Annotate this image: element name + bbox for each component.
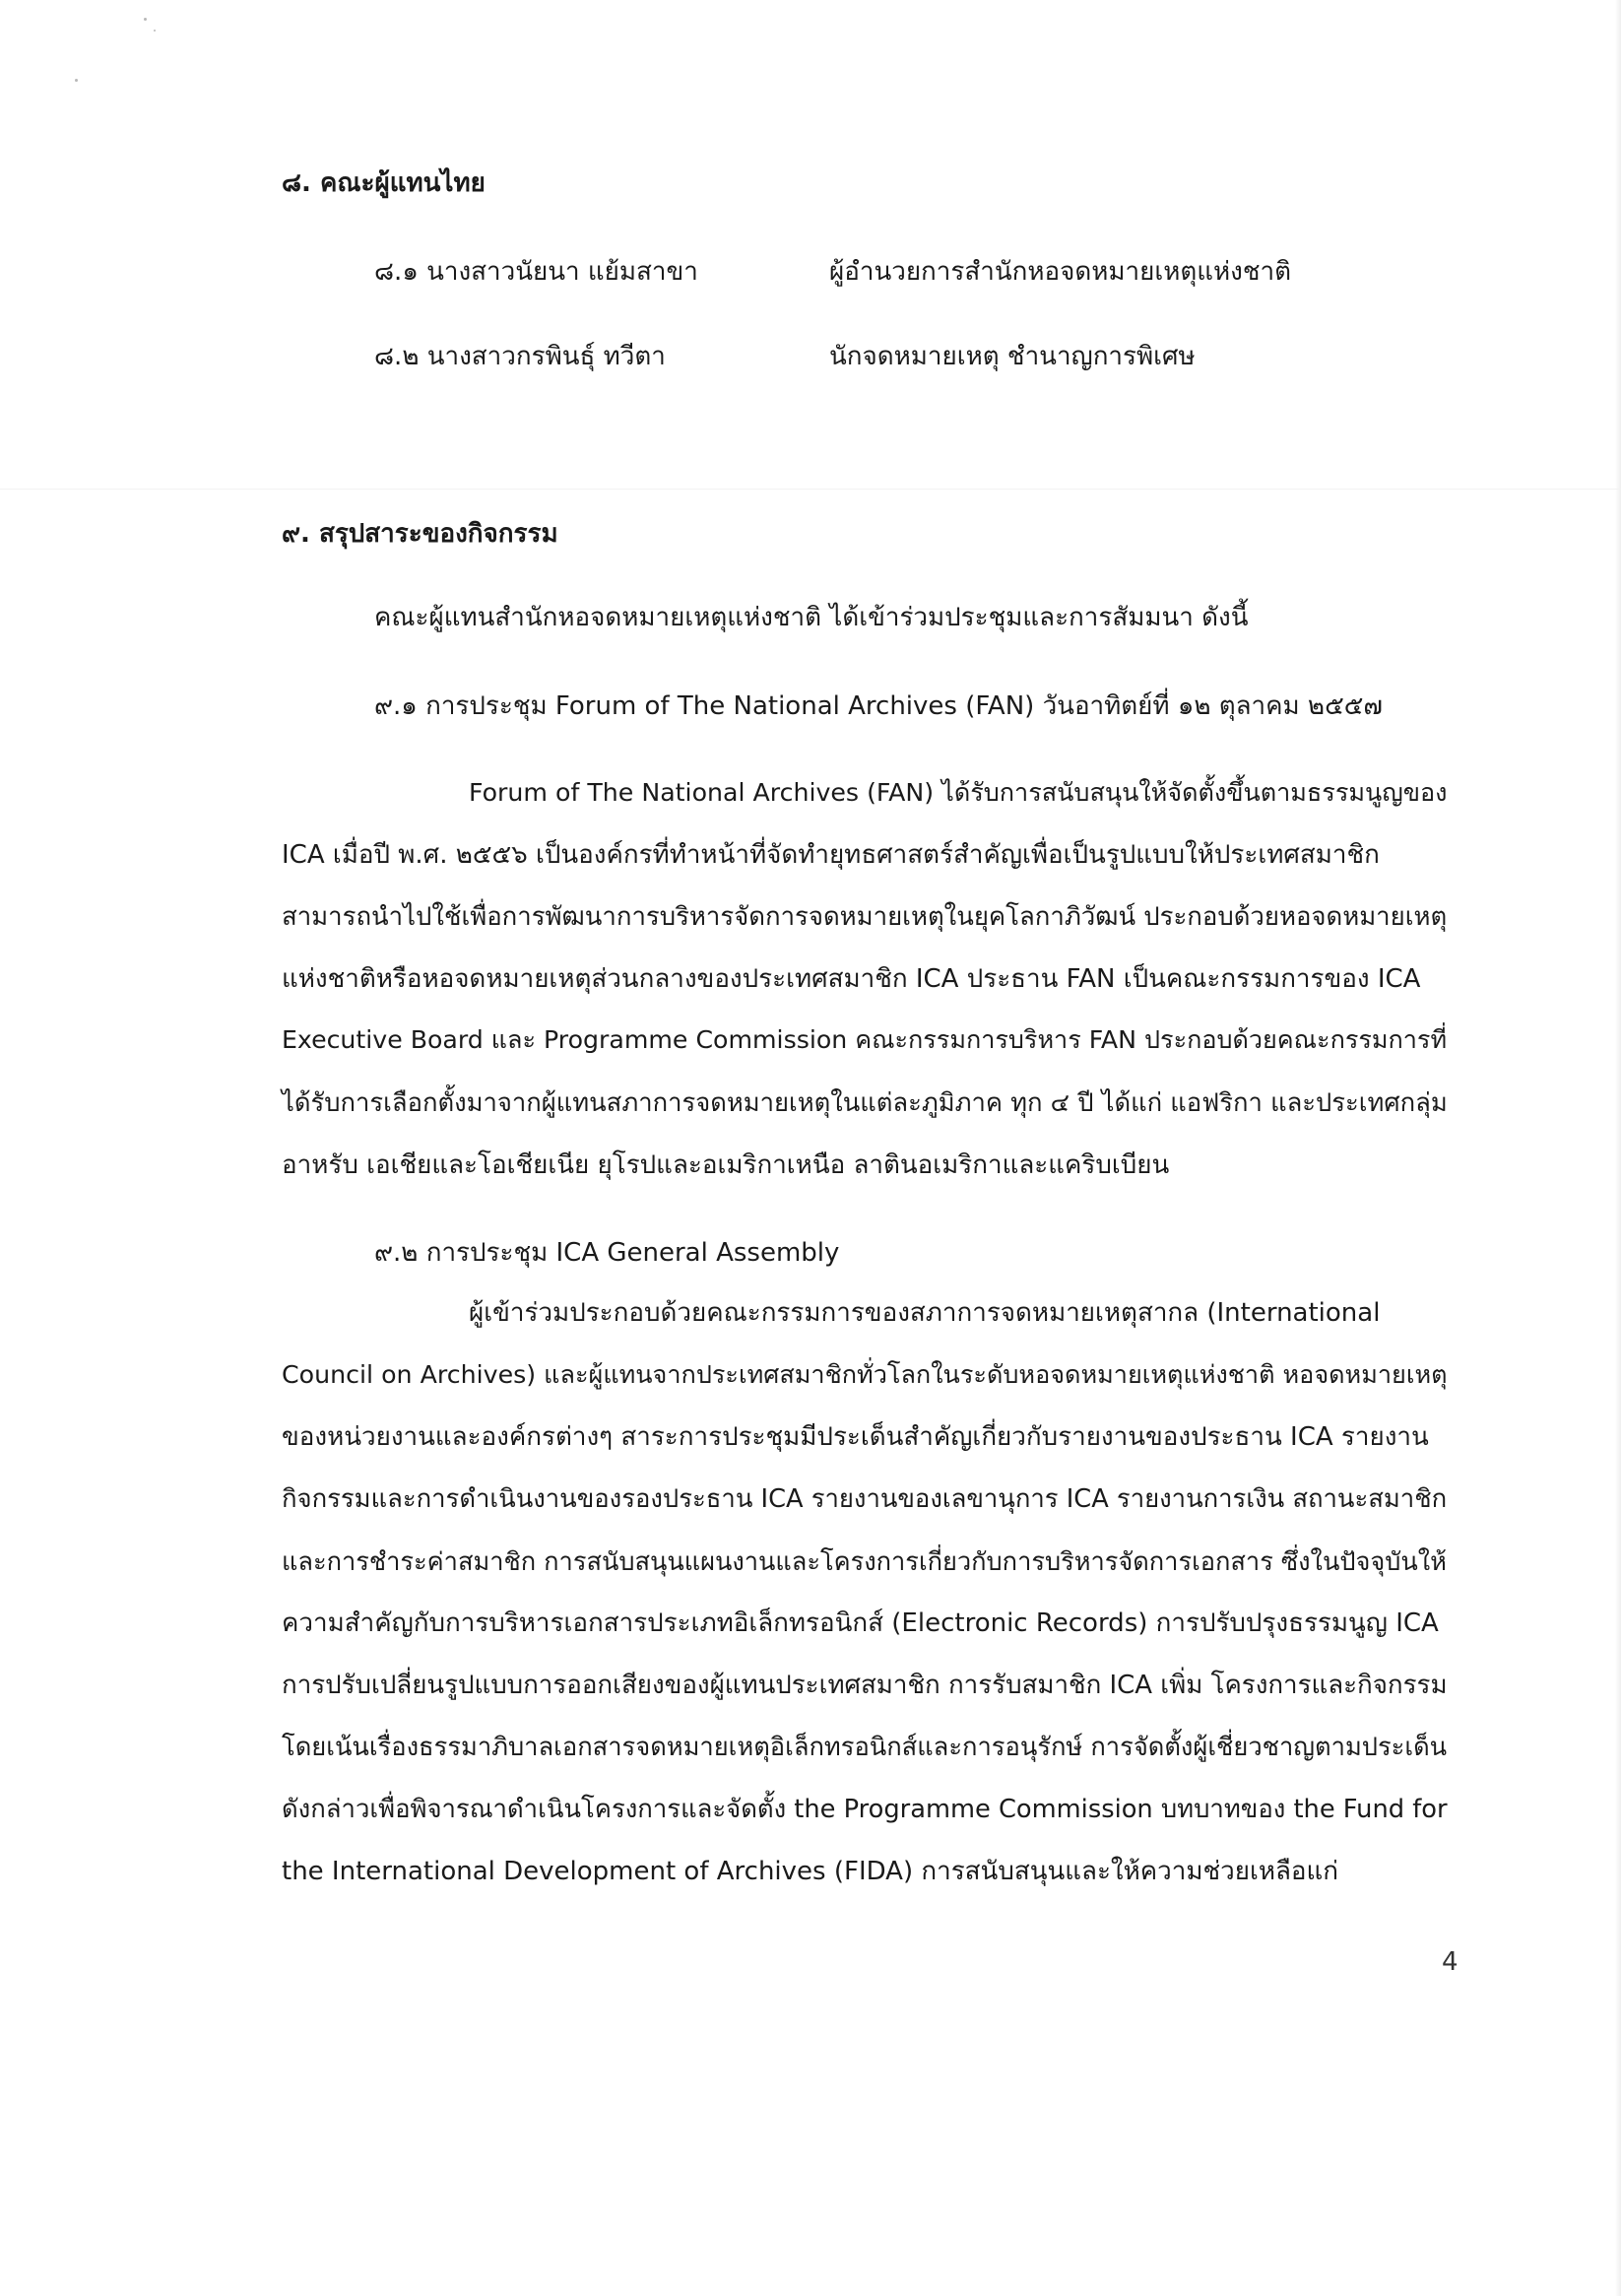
member-2-name: ๘.๒ นางสาวกรพินธุ์ ทวีตา — [374, 342, 666, 371]
section-9-intro: คณะผู้แทนสำนักหอจดหมายเหตุแห่งชาติ ได้เข้าร่วมประชุมและการสัมมนา ดังนี้ — [374, 603, 1249, 632]
scan-right-edge — [1615, 0, 1621, 2296]
member-1-position: ผู้อำนวยการสำนักหอจดหมายเหตุแห่งชาติ — [829, 257, 1291, 287]
member-2-position: นักจดหมายเหตุ ชำนาญการพิเศษ — [829, 342, 1196, 371]
paragraph-line: ของหน่วยงานและองค์กรต่างๆ สาระการประชุมมีประเด็นสำคัญเกี่ยวกับรายงานของประธาน ICA รายงาน — [282, 1422, 1429, 1452]
paragraph-line: การปรับเปลี่ยนรูปแบบการออกเสียงของผู้แทนประเทศสมาชิก การรับสมาชิก ICA เพิ่ม โครงการและกิจกรรม — [282, 1671, 1448, 1700]
paragraph-line: อาหรับ เอเชียและโอเชียเนีย ยุโรปและอเมริกาเหนือ ลาตินอเมริกาและแคริบเบียน — [282, 1150, 1170, 1180]
scan-artifact-line — [0, 489, 1621, 490]
scan-speck — [154, 30, 156, 32]
section-8-heading: ๘. คณะผู้แทนไทย — [282, 168, 486, 198]
paragraph-line: the International Development of Archives (FIDA) การสนับสนุนและให้ความช่วยเหลือแก่ — [282, 1857, 1339, 1886]
subsection-9-1-title: ๙.๑ การประชุม Forum of The National Archives (FAN) วันอาทิตย์ที่ ๑๒ ตุลาคม ๒๕๕๗ — [374, 691, 1383, 721]
paragraph-line: Executive Board และ Programme Commission คณะกรรมการบริหาร FAN ประกอบด้วยคณะกรรมการที่ — [282, 1025, 1448, 1054]
paragraph-line: Council on Archives) และผู้แทนจากประเทศสมาชิกทั่วโลกในระดับหอจดหมายเหตุแห่งชาติ หอจดหมายเหตุ — [282, 1360, 1448, 1389]
paragraph-line: ได้รับการเลือกตั้งมาจากผู้แทนสภาการจดหมายเหตุในแต่ละภูมิภาค ทุก ๔ ปี ได้แก่ แอฟริกา และประเทศกลุ่ม — [282, 1088, 1448, 1118]
scan-speck — [75, 79, 78, 82]
paragraph-line: สามารถนำไปใช้เพื่อการพัฒนาการบริหารจัดการจดหมายเหตุในยุคโลกาภิวัฒน์ ประกอบด้วยหอจดหมายเหตุ — [282, 902, 1448, 932]
subsection-9-2-title: ๙.๒ การประชุม ICA General Assembly — [374, 1238, 840, 1268]
paragraph-line: Forum of The National Archives (FAN) ได้รับการสนับสนุนให้จัดตั้งขึ้นตามธรรมนูญของ — [469, 778, 1448, 807]
page-number: 4 — [1442, 1947, 1459, 1977]
paragraph-line: โดยเน้นเรื่องธรรมาภิบาลเอกสารจดหมายเหตุอิเล็กทรอนิกส์และการอนุรักษ์ การจัดตั้งผู้เชี่ยวชาญตามประเด็น — [282, 1733, 1448, 1762]
member-1-name: ๘.๑ นางสาวนัยนา แย้มสาขา — [374, 257, 698, 287]
paragraph-line: ICA เมื่อปี พ.ศ. ๒๕๕๖ เป็นองค์กรที่ทำหน้าที่จัดทำยุทธศาสตร์สำคัญเพื่อเป็นรูปแบบให้ประเทศสมาชิก — [282, 840, 1380, 870]
paragraph-line: ผู้เข้าร่วมประกอบด้วยคณะกรรมการของสภาการจดหมายเหตุสากล (International — [469, 1298, 1381, 1328]
paragraph-line: และการชำระค่าสมาชิก การสนับสนุนแผนงานและโครงการเกี่ยวกับการบริหารจัดการเอกสาร ซึ่งในปัจจุบันให้ — [282, 1546, 1447, 1576]
paragraph-line: ดังกล่าวเพื่อพิจารณาดำเนินโครงการและจัดตั้ง the Programme Commission บทบาทของ the Fund for — [282, 1795, 1448, 1824]
paragraph-line: ความสำคัญกับการบริหารเอกสารประเภทอิเล็กทรอนิกส์ (Electronic Records) การปรับปรุงธรรมนูญ ICA — [282, 1608, 1439, 1638]
paragraph-line: แห่งชาติหรือหอจดหมายเหตุส่วนกลางของประเทศสมาชิก ICA ประธาน FAN เป็นคณะกรรมการของ ICA — [282, 964, 1421, 994]
section-9-heading: ๙. สรุปสาระของกิจกรรม — [282, 519, 558, 549]
scan-speck — [144, 18, 147, 21]
paragraph-line: กิจกรรมและการดำเนินงานของรองประธาน ICA รายงานของเลขานุการ ICA รายงานการเงิน สถานะสมาชิก — [282, 1484, 1448, 1514]
